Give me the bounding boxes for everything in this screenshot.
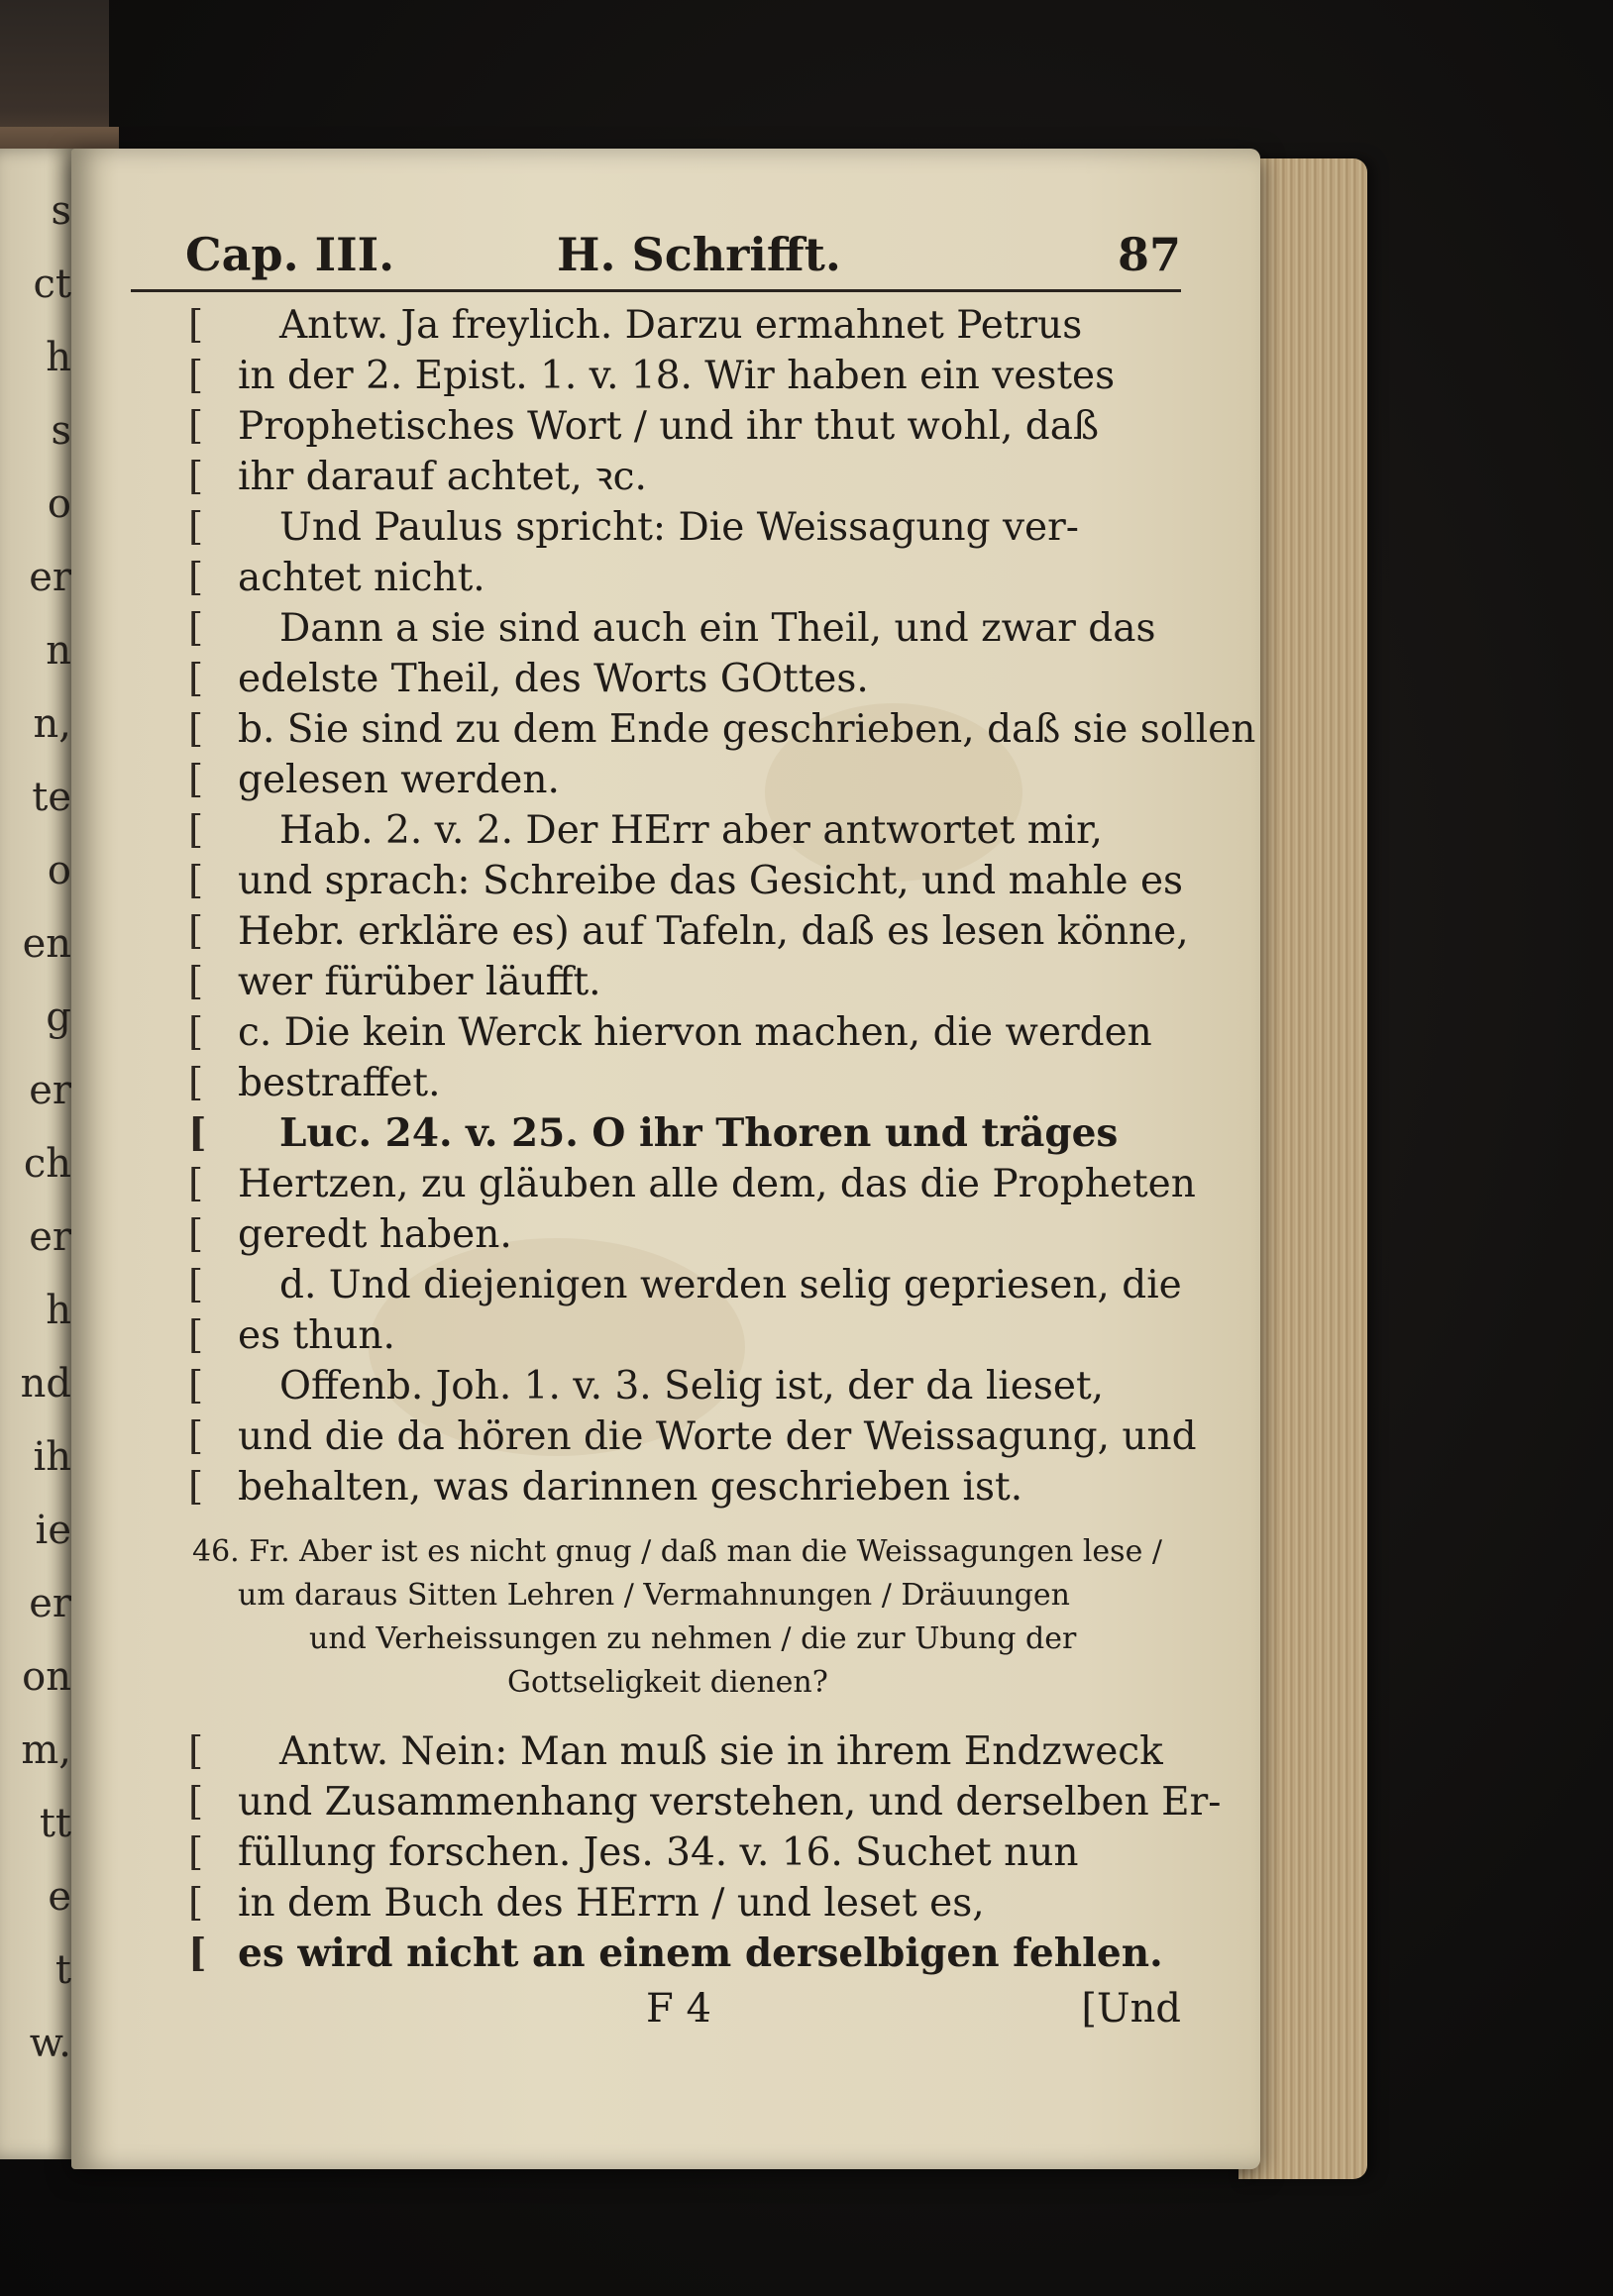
line-text: Antw. Nein: Man muß sie in ihrem Endzweck [279, 1729, 1163, 1774]
margin-bracket: [ [188, 303, 204, 348]
margin-bracket: [ [188, 606, 204, 651]
signature-mark: F 4 [646, 1986, 711, 2032]
margin-bracket: [ [188, 758, 204, 802]
left-page-fragment: g [46, 994, 71, 1040]
margin-bracket: [ [188, 1212, 204, 1257]
line-text: d. Und diejenigen werden selig gepriesen, die [279, 1263, 1182, 1307]
text-line [131, 1310, 1181, 1361]
margin-bracket: [ [188, 960, 204, 1004]
question-46 [131, 1530, 1181, 1705]
line-text: Hebr. erkläre es) auf Tafeln, daß es lesen könne, [238, 909, 1189, 954]
line-text: Offenb. Joh. 1. v. 3. Selig ist, der da lieset, [279, 1364, 1105, 1409]
left-page-fragment: ih [33, 1434, 71, 1480]
line-text: achtet nicht. [238, 556, 485, 600]
running-title: H. Schrifft. [557, 228, 841, 281]
left-page-fragment: o [47, 848, 71, 893]
question-line: und Verheissungen zu nehmen / die zur Ubung der [309, 1621, 1077, 1656]
right-page [71, 149, 1260, 2169]
left-page-fragment: er [29, 1214, 71, 1260]
line-text: Dann a sie sind auch ein Theil, und zwar das [279, 606, 1156, 651]
text-line [131, 1260, 1181, 1310]
answer-text [131, 1726, 1222, 1979]
line-text: Und Paulus spricht: Die Weissagung ver- [279, 505, 1079, 550]
margin-bracket: [ [188, 505, 204, 550]
line-text: geredt haben. [238, 1212, 512, 1257]
line-text: Luc. 24. v. 25. O ihr Thoren und träges [279, 1110, 1119, 1156]
margin-bracket: [ [188, 1931, 207, 1976]
left-page-fragment: er [29, 1068, 71, 1113]
margin-bracket: [ [188, 808, 204, 853]
line-text: in dem Buch des HErrn / und leset es, [238, 1881, 985, 1926]
page-number: 87 [1117, 228, 1181, 281]
line-text: c. Die kein Werck hiervon machen, die werden [238, 1010, 1152, 1055]
question-line: Gottseligkeit dienen? [507, 1665, 828, 1700]
margin-bracket: [ [188, 1061, 204, 1105]
text-line [131, 856, 1184, 906]
line-text: und sprach: Schreibe das Gesicht, und mahle es [238, 859, 1184, 903]
text-line [131, 654, 1181, 704]
left-page-fragment: ct [33, 261, 71, 307]
text-line [131, 755, 1181, 805]
margin-bracket: [ [188, 707, 204, 752]
line-text: es thun. [238, 1313, 395, 1358]
page-footer [131, 1983, 1181, 2035]
text-line [131, 300, 1181, 351]
margin-bracket: [ [188, 404, 204, 449]
margin-bracket: [ [188, 455, 204, 499]
text-line [131, 351, 1181, 401]
line-text: edelste Theil, des Worts GOttes. [238, 657, 869, 701]
line-text: Antw. Ja freylich. Darzu ermahnet Petrus [279, 303, 1083, 348]
line-text: bestraffet. [238, 1061, 441, 1105]
margin-bracket: [ [188, 1414, 204, 1459]
text-line [131, 1007, 1181, 1058]
text-line [131, 603, 1181, 654]
margin-bracket: [ [188, 1110, 207, 1156]
left-page-fragment: ch [23, 1141, 71, 1187]
margin-bracket: [ [188, 1830, 204, 1875]
catchword: [Und [1081, 1986, 1181, 2032]
line-text: in der 2. Epist. 1. v. 18. Wir haben ein vestes [238, 354, 1116, 398]
running-header [131, 220, 1181, 292]
left-page-fragment: en [22, 921, 71, 967]
line-text: Hab. 2. v. 2. Der HErr aber antwortet mir, [279, 808, 1103, 853]
text-line [131, 1361, 1181, 1411]
text-line [131, 1108, 1181, 1159]
left-page-fragment: m, [21, 1727, 71, 1773]
margin-bracket: [ [188, 1313, 204, 1358]
question-line: um daraus Sitten Lehren / Vermahnungen / Dräuungen [238, 1578, 1070, 1613]
left-page-fragment: o [47, 481, 71, 527]
text-line [131, 452, 1181, 502]
left-page-fragment: tt [39, 1801, 71, 1846]
left-page-fragment: te [32, 775, 71, 820]
margin-bracket: [ [188, 1881, 204, 1926]
left-page-fragment: n [46, 628, 71, 674]
text-line [131, 906, 1189, 957]
left-page-fragment: s [51, 188, 71, 234]
text-line [131, 1209, 1181, 1260]
margin-bracket: [ [188, 1465, 204, 1510]
left-page-fragment: h [46, 1288, 71, 1333]
text-line [131, 704, 1256, 755]
margin-bracket: [ [188, 354, 204, 398]
margin-bracket: [ [188, 1263, 204, 1307]
line-text: Hertzen, zu gläuben alle dem, das die Propheten [238, 1162, 1196, 1206]
line-text: ihr darauf achtet, ꝛc. [238, 455, 647, 499]
chapter-heading: Cap. III. [185, 228, 395, 281]
line-text: b. Sie sind zu dem Ende geschrieben, daß sie sollen [238, 707, 1256, 752]
left-page-fragment: s [51, 408, 71, 454]
margin-bracket: [ [188, 1364, 204, 1409]
text-line [131, 1058, 1181, 1108]
margin-bracket: [ [188, 859, 204, 903]
text-line [131, 401, 1181, 452]
line-text: gelesen werden. [238, 758, 560, 802]
text-line [131, 1411, 1197, 1462]
text-line [131, 1878, 1181, 1929]
text-line [131, 957, 1181, 1007]
left-page-fragment: w. [29, 2021, 71, 2066]
line-text: es wird nicht an einem derselbigen fehlen. [238, 1931, 1163, 1976]
line-text: Prophetisches Wort / und ihr thut wohl, daß [238, 404, 1100, 449]
left-page-fragment: er [29, 1581, 71, 1626]
margin-bracket: [ [188, 556, 204, 600]
left-page-fragment: n, [33, 701, 71, 747]
line-text: und Zusammenhang verstehen, und derselben Er- [238, 1780, 1222, 1825]
margin-bracket: [ [188, 1010, 204, 1055]
line-text: behalten, was darinnen geschrieben ist. [238, 1465, 1023, 1510]
left-page-fragment: t [54, 1947, 71, 1993]
text-line [131, 1929, 1181, 1979]
left-page-fragment: e [48, 1874, 71, 1920]
body-text [131, 300, 1256, 1513]
left-page-fragment: on [22, 1654, 71, 1700]
left-page-fragment: er [29, 555, 71, 600]
margin-bracket: [ [188, 909, 204, 954]
text-line [131, 805, 1181, 856]
text-line [131, 1827, 1181, 1878]
left-page-fragment: ie [35, 1508, 71, 1553]
line-text: und die da hören die Worte der Weissagung, und [238, 1414, 1197, 1459]
text-line [131, 1159, 1196, 1209]
left-page-fragment: nd [20, 1361, 71, 1407]
text-area [131, 220, 1256, 2035]
line-text: wer fürüber läufft. [238, 960, 601, 1004]
text-line [131, 1462, 1181, 1513]
question-line: 46. Fr. Aber ist es nicht gnug / daß man die Weissagungen lese / [192, 1534, 1162, 1569]
margin-bracket: [ [188, 1780, 204, 1825]
left-page-fragment: h [46, 335, 71, 380]
line-text: füllung forschen. Jes. 34. v. 16. Suchet nun [238, 1830, 1079, 1875]
left-page [0, 149, 77, 2159]
margin-bracket: [ [188, 657, 204, 701]
margin-bracket: [ [188, 1729, 204, 1774]
text-line [131, 1726, 1181, 1777]
text-line [131, 1777, 1222, 1827]
text-line [131, 553, 1181, 603]
margin-bracket: [ [188, 1162, 204, 1206]
text-line [131, 502, 1181, 553]
